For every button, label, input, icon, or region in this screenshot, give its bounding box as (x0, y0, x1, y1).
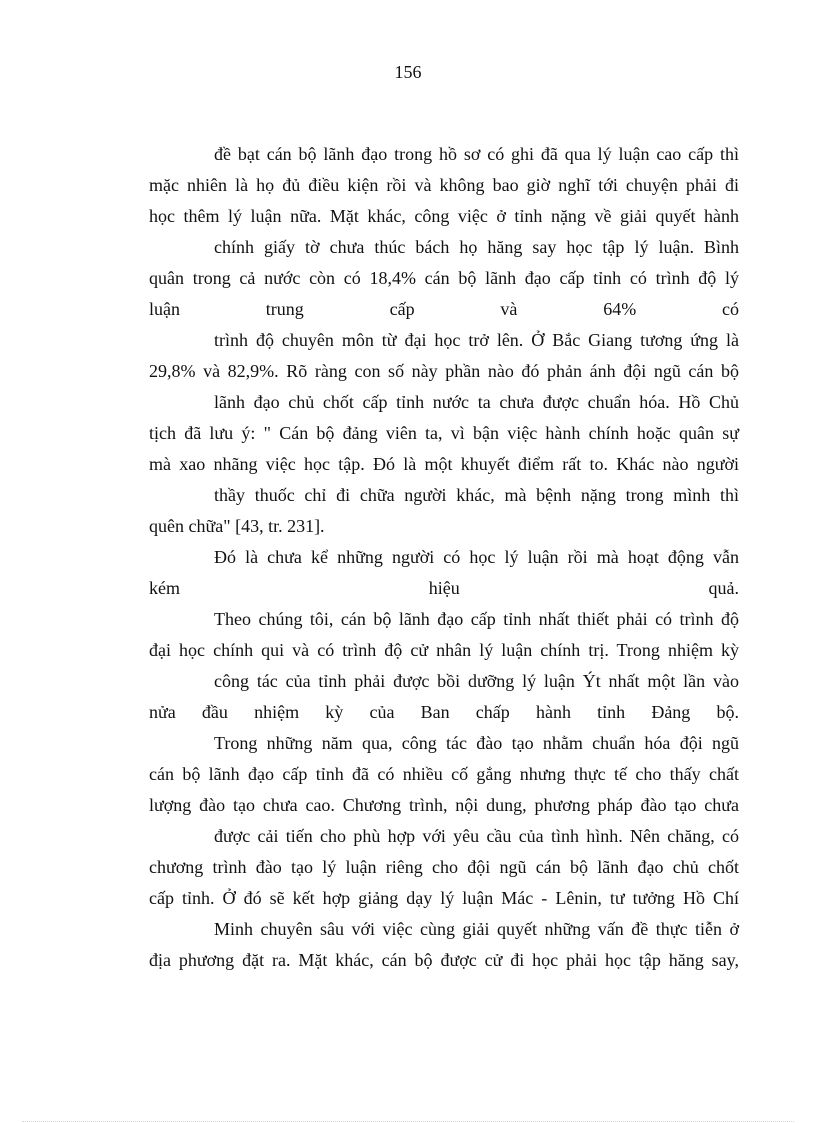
text-line: cấp tỉnh. Ở đó sẽ kết hợp giảng dạy lý luận Mác - Lênin, tư tưởng Hồ Chí (149, 888, 739, 908)
text-line: cán bộ lãnh đạo cấp tỉnh đã có nhiều cố gắng nhưng thực tế cho thấy chất (149, 764, 739, 784)
text-line: Minh chuyên sâu với việc cùng giải quyết những vấn đề thực tiễn ở (214, 919, 739, 939)
text-line: luận trung cấp và 64% có (149, 299, 739, 319)
text-line: chính giấy tờ chưa thúc bách họ hăng say học tập lý luận. Bình (214, 237, 739, 257)
text-line: thầy thuốc chỉ đi chữa người khác, mà bệnh nặng trong mình thì (214, 485, 739, 505)
text-line: địa phương đặt ra. Mặt khác, cán bộ được cử đi học phải học tập hăng say, (149, 950, 739, 970)
page-number: 156 (394, 62, 422, 82)
text-line: nửa đầu nhiệm kỳ của Ban chấp hành tỉnh Đảng bộ. (149, 702, 739, 722)
text-line: 29,8% và 82,9%. Rõ ràng con số này phần nào đó phản ánh đội ngũ cán bộ (149, 361, 739, 381)
text-line: đề bạt cán bộ lãnh đạo trong hồ sơ có ghi đã qua lý luận cao cấp thì (214, 144, 739, 164)
text-line: Theo chúng tôi, cán bộ lãnh đạo cấp tỉnh nhất thiết phải có trình độ (214, 609, 739, 629)
text-line: Đó là chưa kể những người có học lý luận rồi mà hoạt động vẫn (214, 547, 739, 567)
text-line: mà xao nhãng việc học tập. Đó là một khuyết điểm rất to. Khác nào người (149, 454, 739, 474)
text-line: đại học chính qui và có trình độ cử nhân lý luận chính trị. Trong nhiệm kỳ (149, 640, 739, 660)
text-line: lượng đào tạo chưa cao. Chương trình, nội dung, phương pháp đào tạo chưa (149, 795, 739, 815)
text-line: kém hiệu quả. (149, 578, 739, 598)
body-text (149, 139, 739, 976)
text-line: lãnh đạo chủ chốt cấp tỉnh nước ta chưa được chuẩn hóa. Hồ Chủ (214, 392, 739, 412)
page-bottom-divider (22, 1121, 794, 1122)
text-line: Trong những năm qua, công tác đào tạo nhằm chuẩn hóa đội ngũ (214, 733, 739, 753)
text-line: được cải tiến cho phù hợp với yêu cầu của tình hình. Nên chăng, có (214, 826, 739, 846)
text-line: chương trình đào tạo lý luận riêng cho đội ngũ cán bộ lãnh đạo chủ chốt (149, 857, 739, 877)
text-line: mặc nhiên là họ đủ điều kiện rồi và không bao giờ nghĩ tới chuyện phải đi (149, 175, 739, 195)
text-line: trình độ chuyên môn từ đại học trở lên. Ở Bắc Giang tương ứng là (214, 330, 739, 350)
text-line: học thêm lý luận nữa. Mặt khác, công việc ở tỉnh nặng về giải quyết hành (149, 206, 739, 226)
text-line: công tác của tỉnh phải được bồi dưỡng lý luận Ýt nhất một lần vào (214, 671, 739, 691)
text-line: quân trong cả nước còn có 18,4% cán bộ lãnh đạo cấp tỉnh có trình độ lý (149, 268, 739, 288)
text-line: quên chữa" [43, tr. 231]. (149, 516, 325, 536)
text-line: tịch đã lưu ý: " Cán bộ đảng viên ta, vì bận việc hành chính hoặc quân sự (149, 423, 739, 443)
